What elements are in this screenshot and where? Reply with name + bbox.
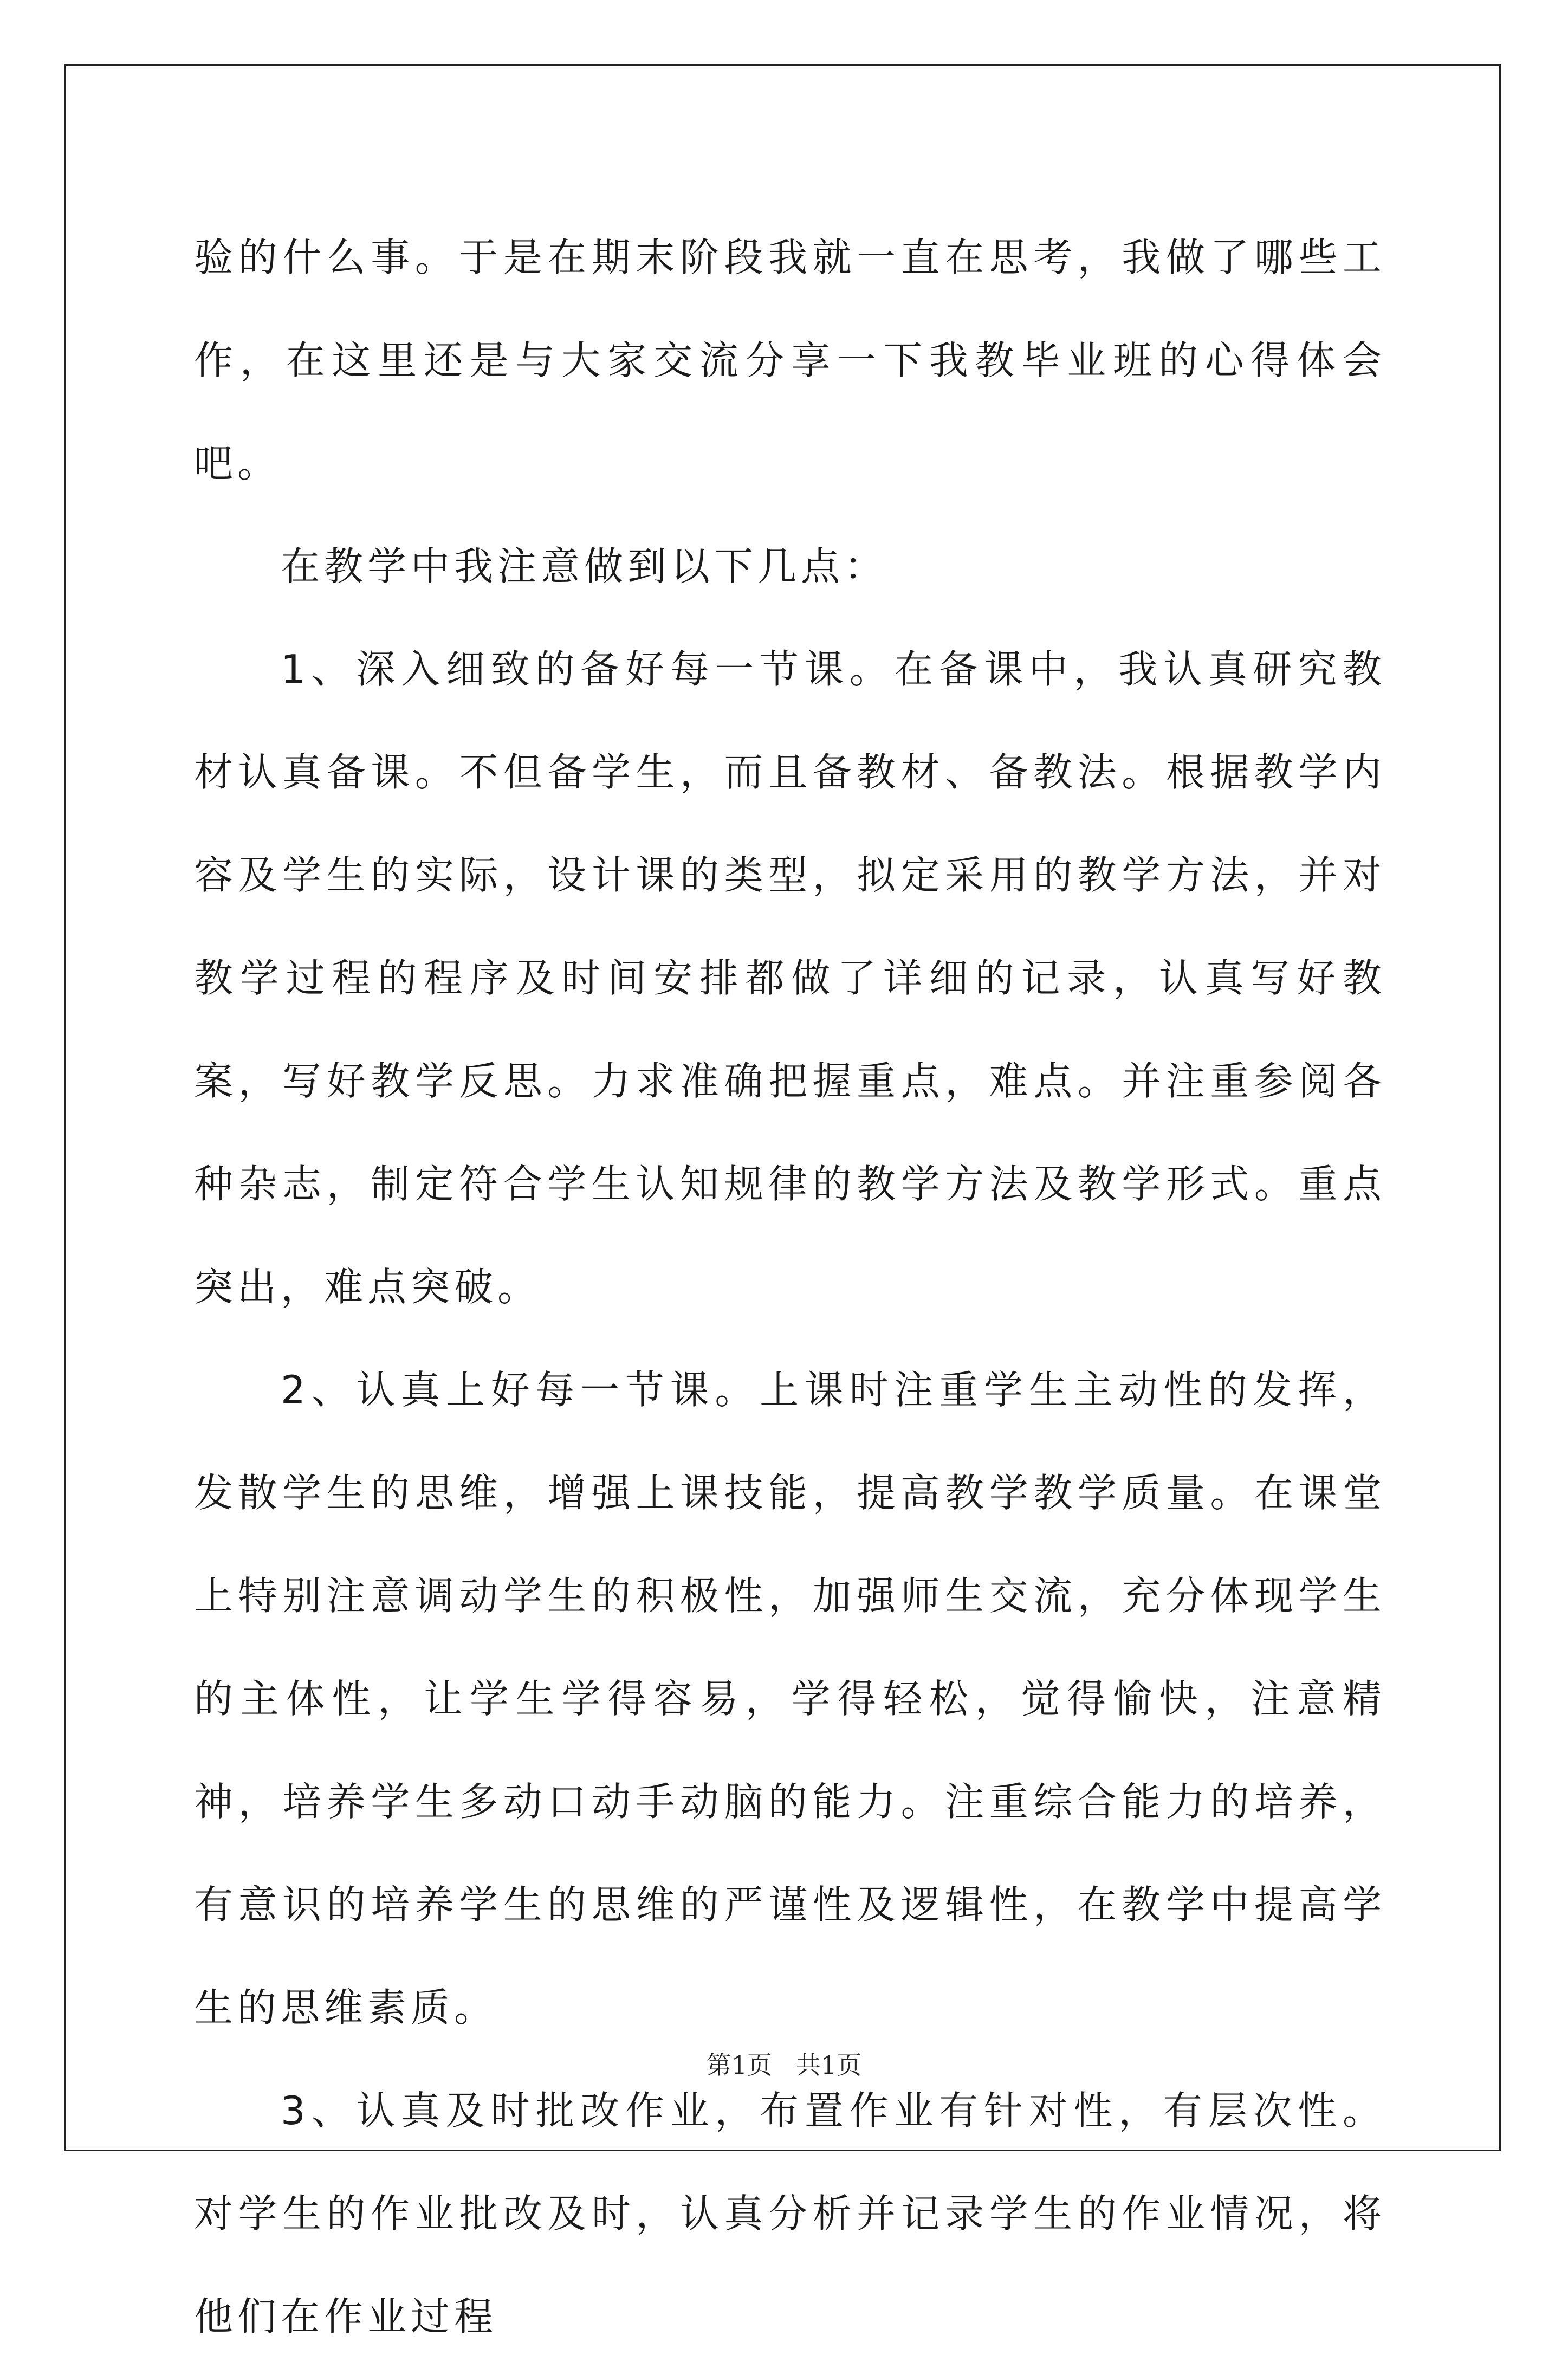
paragraph: 验的什么事。于是在期末阶段我就一直在思考，我做了哪些工作，在这里还是与大家交流分享一下我教毕业班的心得体会吧。 [194,235,1386,486]
document-body [194,206,1386,2368]
page-footer [0,2046,1568,2081]
page-total: 共1页 [795,2050,862,2080]
paragraph: 3、认真及时批改作业，布置作业有针对性，有层次性。对学生的作业批改及时，认真分析并记录学生的作业情况，将他们在作业过程 [194,2088,1386,2339]
paragraph: 2、认真上好每一节课。上课时注重学生主动性的发挥，发散学生的思维，增强上课技能，提高教学教学质量。在课堂上特别注意调动学生的积极性，加强师生交流，充分体现学生的主体性，让学生学得容易，学得轻松，觉得愉快，注意精神，培养学生多动口动手动脑的能力。注重综合能力的培养，有意识的培养学生的思维的严谨性及逻辑性，在教学中提高学生的思维素质。 [194,1367,1386,2030]
page-number: 第1页 [706,2050,773,2080]
paragraph: 在教学中我注意做到以下几点： [281,544,888,589]
paragraph: 1、深入细致的备好每一节课。在备课中，我认真研究教材认真备课。不但备学生，而且备教材、备教法。根据教学内容及学生的实际，设计课的类型，拟定采用的教学方法，并对教学过程的程序及时间安排都做了详细的记录，认真写好教案，写好教学反思。力求准确把握重点，难点。并注重参阅各种杂志，制定符合学生认知规律的教学方法及教学形式。重点突出，难点突破。 [194,646,1386,1310]
